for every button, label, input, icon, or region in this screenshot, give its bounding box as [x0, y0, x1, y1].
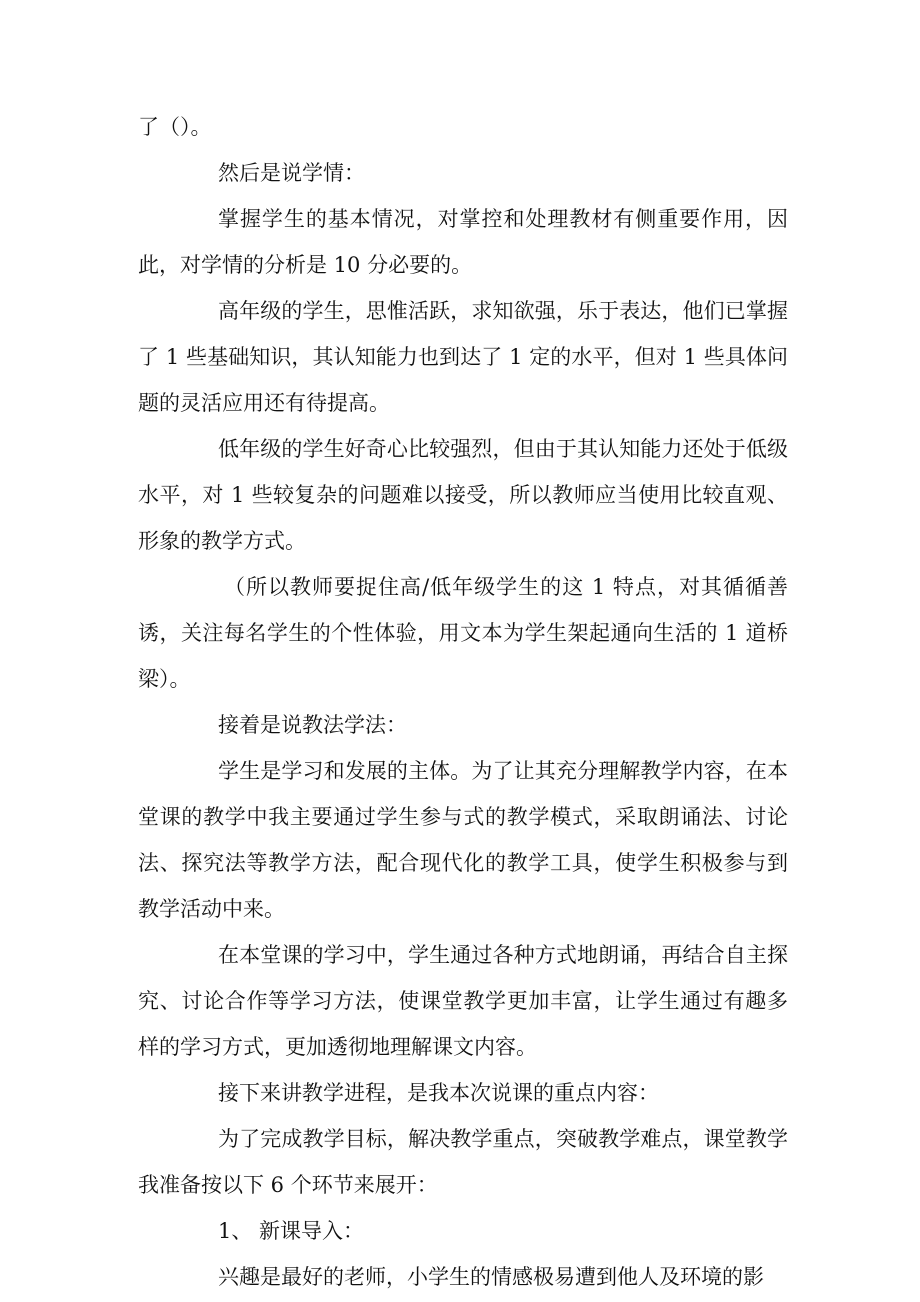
paragraph-interest: 兴趣是最好的老师，小学生的情感极易遭到他人及环境的影: [218, 1265, 764, 1289]
paragraph-learning-methods: 在本堂课的学习中，学生通过各种方式地朗诵，再结合自主探究、讨论合作等学习方法，使课堂教学更加丰富，让学生通过有趣多样的学习方式，更加透彻地理解课文内容。: [138, 943, 788, 1059]
heading-step-1-introduction: 1、 新课导入：: [218, 1219, 365, 1243]
paragraph-teaching-methods: 学生是学习和发展的主体。为了让其充分理解教学内容，在本堂课的教学中我主要通过学生参与式的教学模式，采取朗诵法、讨论法、探究法等教学方法，配合现代化的教学工具，使学生积极参与到教学活动中来。: [138, 759, 788, 921]
heading-teaching-methods: 接着是说教法学法：: [218, 713, 407, 737]
paragraph-continuation: 了（）。: [138, 115, 212, 139]
paragraph-junior-students: 低年级的学生好奇心比较强烈，但由于其认知能力还处于低级水平，对 1 些较复杂的问题难以接受，所以教师应当使用比较直观、形象的教学方式。: [138, 437, 788, 553]
paragraph-teaching-steps: 为了完成教学目标，解决教学重点，突破教学难点，课堂教学我准备按以下 6 个环节来展开：: [138, 1127, 788, 1197]
heading-learner-analysis: 然后是说学情：: [218, 161, 365, 185]
paragraph-teacher-note: （所以教师要捉住高/低年级学生的这 1 特点，对其循循善诱，关注每名学生的个性体验，用文本为学生架起通向生活的 1 道桥梁）。: [138, 575, 788, 691]
paragraph-senior-students: 高年级的学生，思惟活跃，求知欲强，乐于表达，他们已掌握了 1 些基础知识，其认知能力也到达了 1 定的水平，但对 1 些具体问题的灵活应用还有待提高。: [138, 299, 788, 415]
paragraph-learner-importance: 掌握学生的基本情况，对掌控和处理教材有侧重要作用，因此，对学情的分析是 10 分必要的。: [138, 207, 788, 277]
document-body: [138, 104, 788, 1300]
heading-teaching-process: 接下来讲教学进程，是我本次说课的重点内容：: [218, 1081, 659, 1105]
